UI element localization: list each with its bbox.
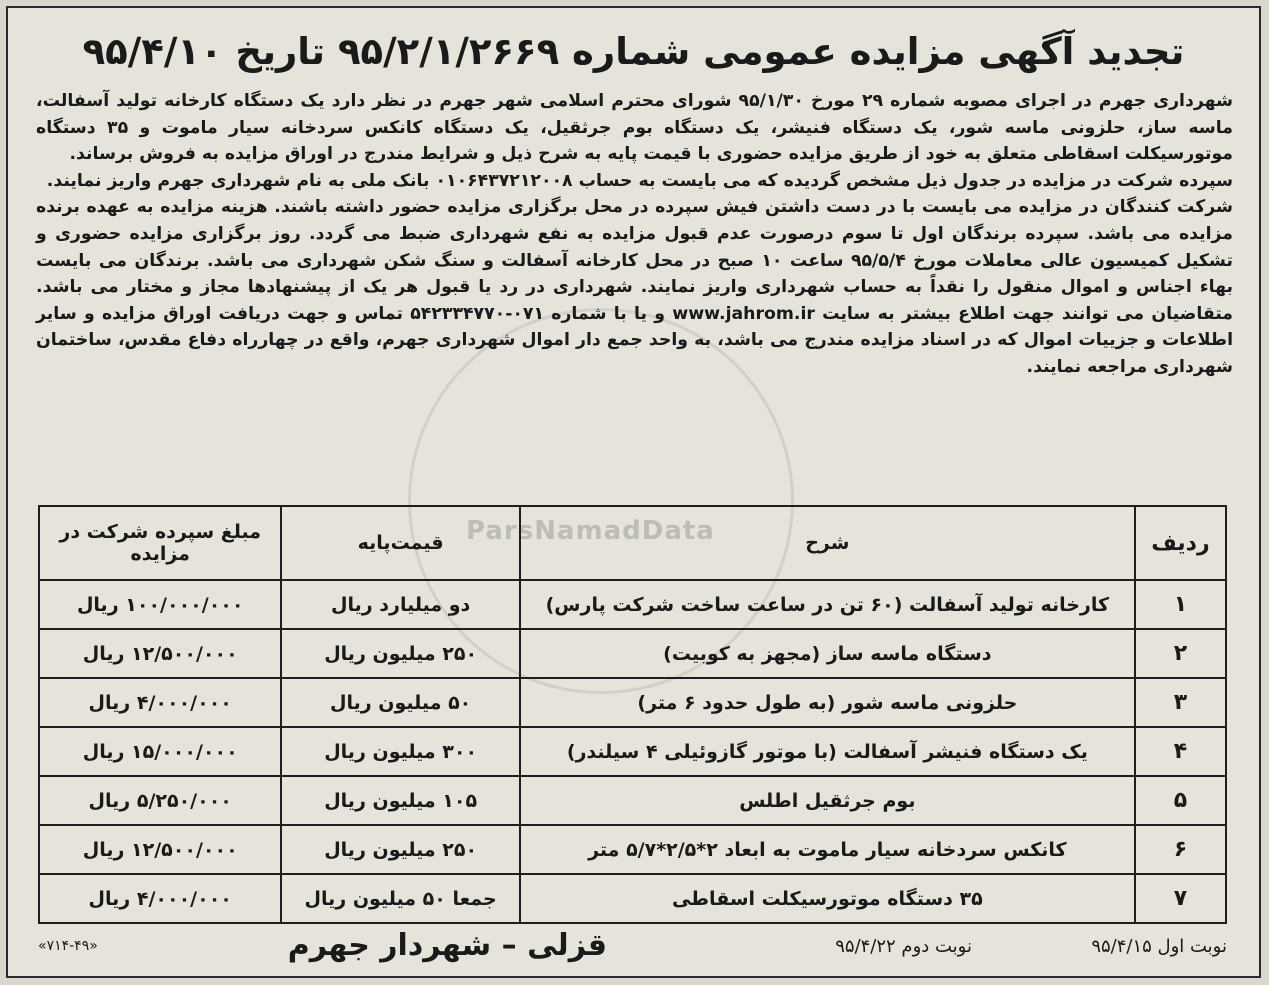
notice-code: «۷۱۴-۴۹»: [38, 938, 98, 954]
first-publication-date: نوبت اول ۹۵/۴/۱۵: [1091, 936, 1227, 957]
table-header-row: [39, 506, 1226, 580]
header-base-price: قیمت‌پایه: [281, 506, 519, 580]
row-base-price: جمعا ۵۰ میلیون ریال: [281, 874, 519, 923]
notice-page: [6, 6, 1261, 978]
row-number: ۳: [1135, 678, 1226, 727]
mayor-signature: قزلی – شهردار جهرم: [287, 928, 607, 963]
row-number: ۱: [1135, 580, 1226, 629]
row-deposit: ۱۰۰/۰۰۰/۰۰۰ ریال: [39, 580, 281, 629]
table-row: [39, 580, 1226, 629]
header-row-number: ردیف: [1135, 506, 1226, 580]
notice-footer: [38, 928, 1227, 968]
notice-body: [36, 88, 1233, 483]
row-deposit: ۱۵/۰۰۰/۰۰۰ ریال: [39, 727, 281, 776]
table-row: [39, 678, 1226, 727]
row-base-price: ۱۰۵ میلیون ریال: [281, 776, 519, 825]
header-description: شرح: [520, 506, 1135, 580]
row-base-price: ۵۰ میلیون ریال: [281, 678, 519, 727]
watermark-text: ParsNamadData: [466, 516, 715, 546]
row-base-price: ۳۰۰ میلیون ریال: [281, 727, 519, 776]
row-base-price: دو میلیارد ریال: [281, 580, 519, 629]
row-description: بوم جرثقیل اطلس: [520, 776, 1135, 825]
row-number: ۲: [1135, 629, 1226, 678]
paragraph-deposit: سپرده شرکت در مزایده در جدول ذیل مشخص گردیده که می بایست به حساب ۰۱۰۶۴۳۷۲۱۲۰۰۸ بانک ملی به نام شهرداری جهرم واریز نمایند.: [46, 170, 1233, 191]
row-deposit: ۱۲/۵۰۰/۰۰۰ ریال: [39, 629, 281, 678]
paragraph-conditions: شرکت کنندگان در مزایده می بایست با در دست داشتن فیش سپرده در محل برگزاری مزایده حضور داشته باشند. هزینه مزایده به عهده برنده مزایده می باشد. سپرده برندگان اول تا سوم درصورت عدم قبول مزایده به نفع شهرداری ضبط می گردد. روز برگزاری مزایده حضوری و تشکیل کمیسیون عالی معاملات مورخ ۹۵/۵/۴ ساعت ۱۰ صبح در محل کارخانه آسفالت و سنگ شکن شهرداری می باشد. برندگان می بایست بهاء اجناس و اموال منقول را نقداً به حساب شهرداری واریز نمایند. شهرداری در رد یا قبول هر یک از پیشنهادها مجاز و مختار می باشد. متقاضیان می توانند جهت اطلاع بیشتر به سایت www.jahrom.ir و یا با شماره ۰۷۱-۵۴۲۳۳۴۷۷۰ تماس و جهت دریافت اوراق مزایده و سایر اطلاعات و جزییات اموال که در اسناد مزایده مندرج می باشد، به واحد جمع دار اموال شهرداری جهرم، واقع در چهارراه دفاع مقدس، ساختمان شهرداری مراجعه نمایند.: [36, 197, 1234, 377]
second-publication-date: نوبت دوم ۹۵/۴/۲۲: [835, 936, 972, 957]
row-deposit: ۴/۰۰۰/۰۰۰ ریال: [39, 874, 281, 923]
auction-items-table: [38, 505, 1227, 924]
row-base-price: ۲۵۰ میلیون ریال: [281, 825, 519, 874]
row-description: کانکس سردخانه سیار ماموت به ابعاد ۲*۲/۵*۵/۷ متر: [520, 825, 1135, 874]
row-description: حلزونی ماسه شور (به طول حدود ۶ متر): [520, 678, 1135, 727]
row-number: ۵: [1135, 776, 1226, 825]
table-row: [39, 825, 1226, 874]
row-deposit: ۱۲/۵۰۰/۰۰۰ ریال: [39, 825, 281, 874]
row-description: کارخانه تولید آسفالت (۶۰ تن در ساعت ساخت شرکت پارس): [520, 580, 1135, 629]
row-number: ۷: [1135, 874, 1226, 923]
row-description: دستگاه ماسه ساز (مجهز به کوبیت): [520, 629, 1135, 678]
row-description: یک دستگاه فنیشر آسفالت (با موتور گازوئیلی ۴ سیلندر): [520, 727, 1135, 776]
paragraph-intro: شهرداری جهرم در اجرای مصوبه شماره ۲۹ مورخ ۹۵/۱/۳۰ شورای محترم اسلامی شهر جهرم در نظر دارد یک دستگاه کارخانه تولید آسفالت، ماسه ساز، حلزونی ماسه شور، یک دستگاه فنیشر، یک دستگاه بوم جرثقیل، یک دستگاه کانکس سردخانه سیار ماموت و ۳۵ دستگاه موتورسیکلت اسقاطی متعلق به خود از طریق مزایده حضوری با قیمت پایه به شرح ذیل و شرایط مندرج در اوراق مزایده به فروش برساند.: [36, 91, 1234, 165]
notice-title: تجدید آگهی مزایده عمومی شماره ۹۵/۲/۱/۲۶۶۹ تاریخ ۹۵/۴/۱۰: [82, 30, 1185, 73]
row-number: ۶: [1135, 825, 1226, 874]
table-row: [39, 727, 1226, 776]
header-deposit: مبلغ سپرده شرکت در مزایده: [39, 506, 281, 580]
row-description: ۳۵ دستگاه موتورسیکلت اسقاطی: [520, 874, 1135, 923]
table-row: [39, 874, 1226, 923]
table-row: [39, 776, 1226, 825]
row-deposit: ۴/۰۰۰/۰۰۰ ریال: [39, 678, 281, 727]
table-row: [39, 629, 1226, 678]
row-number: ۴: [1135, 727, 1226, 776]
row-deposit: ۵/۲۵۰/۰۰۰ ریال: [39, 776, 281, 825]
row-base-price: ۲۵۰ میلیون ریال: [281, 629, 519, 678]
